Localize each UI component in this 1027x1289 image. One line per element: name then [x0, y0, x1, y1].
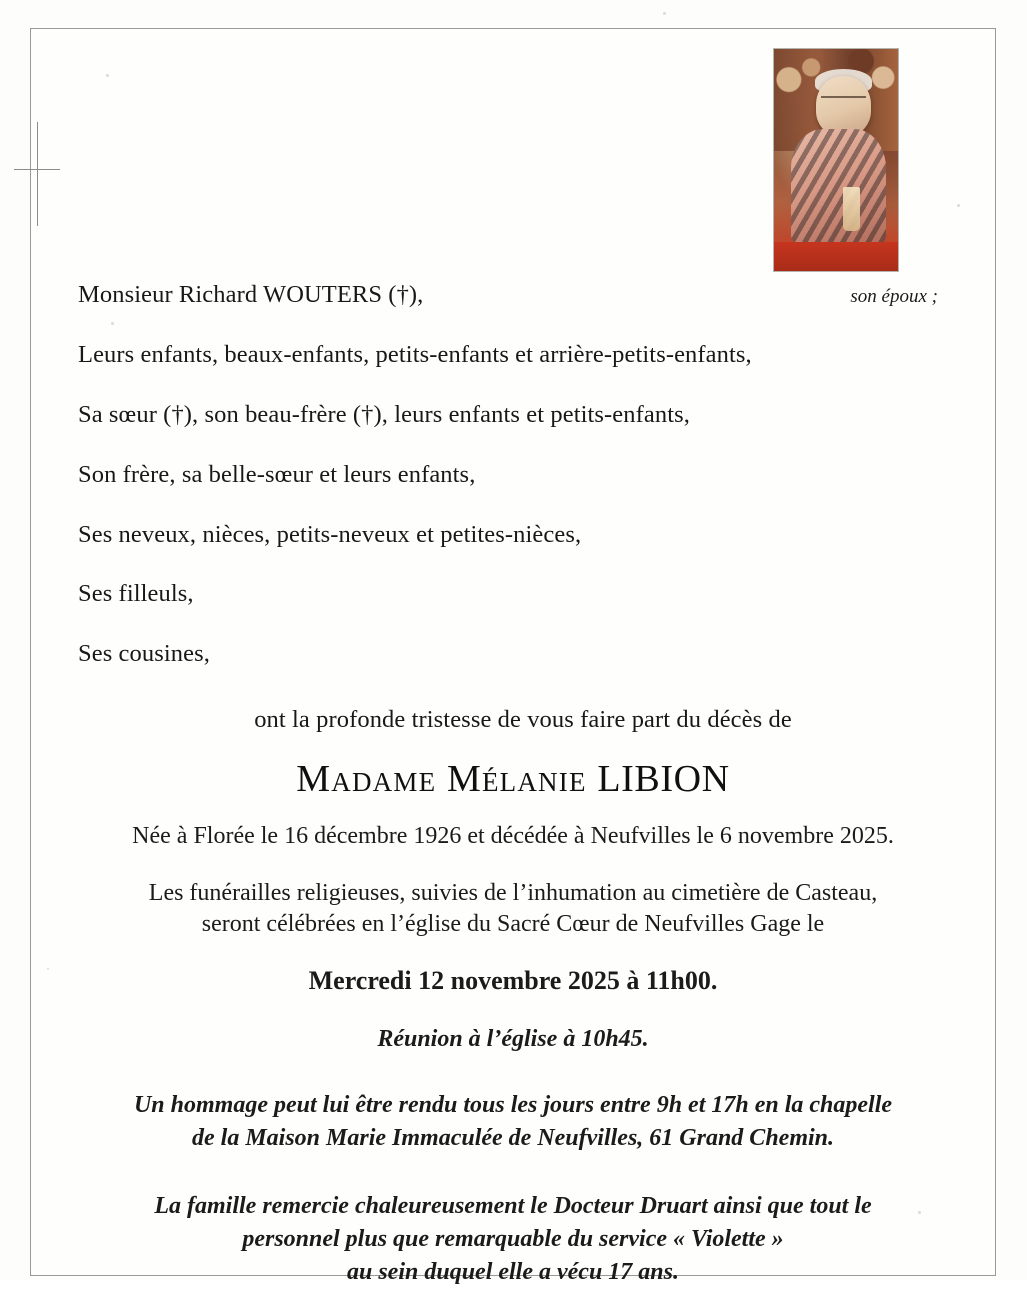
relative-qualifier-spouse: son époux ; [850, 286, 938, 307]
thanks-line-2: personnel plus que remarquable du service « Violette » [242, 1225, 784, 1252]
deceased-surname: LIBION [597, 758, 730, 800]
relative-line-children: Leurs enfants, beaux-enfants, petits-enfants et arrière-petits-enfants, [78, 340, 752, 368]
tribute-notice [78, 1089, 948, 1153]
relative-name-spouse: Monsieur Richard WOUTERS (†), [78, 281, 424, 308]
relative-line-godchildren: Ses filleuls, [78, 580, 194, 608]
thanks-notice [78, 1190, 948, 1289]
funeral-line-2: seront célébrées en l’église du Sacré Cœur de Neufvilles Gage le [201, 911, 825, 938]
thanks-line-3: au sein duquel elle a vécu 17 ans. [346, 1258, 679, 1285]
relative-line-sister: Sa sœur (†), son beau-frère (†), leurs enfants et petits-enfants, [78, 400, 690, 428]
tribute-line-1: Un hommage peut lui être rendu tous les jours entre 9h et 17h en la chapelle [133, 1092, 893, 1119]
deceased-firstname: Mélanie [446, 758, 587, 800]
tribute-line-2: de la Maison Marie Immaculée de Neufvilles, 61 Grand Chemin. [192, 1124, 834, 1151]
thanks-line-1: La famille remercie chaleureusement le Docteur Druart ainsi que tout le [154, 1192, 872, 1219]
ceremony-date: Mercredi 12 novembre 2025 à 11h00. [308, 966, 718, 996]
funeral-line-1: Les funérailles religieuses, suivies de l’inhumation au cimetière de Casteau, [148, 880, 878, 906]
deceased-name [78, 757, 948, 801]
relative-line-nephews: Ses neveux, nièces, petits-neveux et petites-nièces, [78, 520, 582, 548]
relative-line-spouse [78, 280, 948, 310]
birth-and-death-line: Née à Florée le 16 décembre 1926 et décédée à Neufvilles le 6 novembre 2025. [132, 823, 894, 849]
reunion-time: Réunion à l’église à 10h45. [377, 1026, 649, 1053]
deceased-title: Madame [296, 758, 437, 800]
scan-speckle [663, 12, 666, 15]
relative-line-brother: Son frère, sa belle-sœur et leurs enfants, [78, 460, 476, 488]
relative-line-cousins: Ses cousines, [78, 640, 210, 668]
announcement-intro: ont la profonde tristesse de vous faire part du décès de [254, 706, 792, 734]
funeral-details [78, 878, 948, 940]
obituary-text [30, 28, 996, 1289]
